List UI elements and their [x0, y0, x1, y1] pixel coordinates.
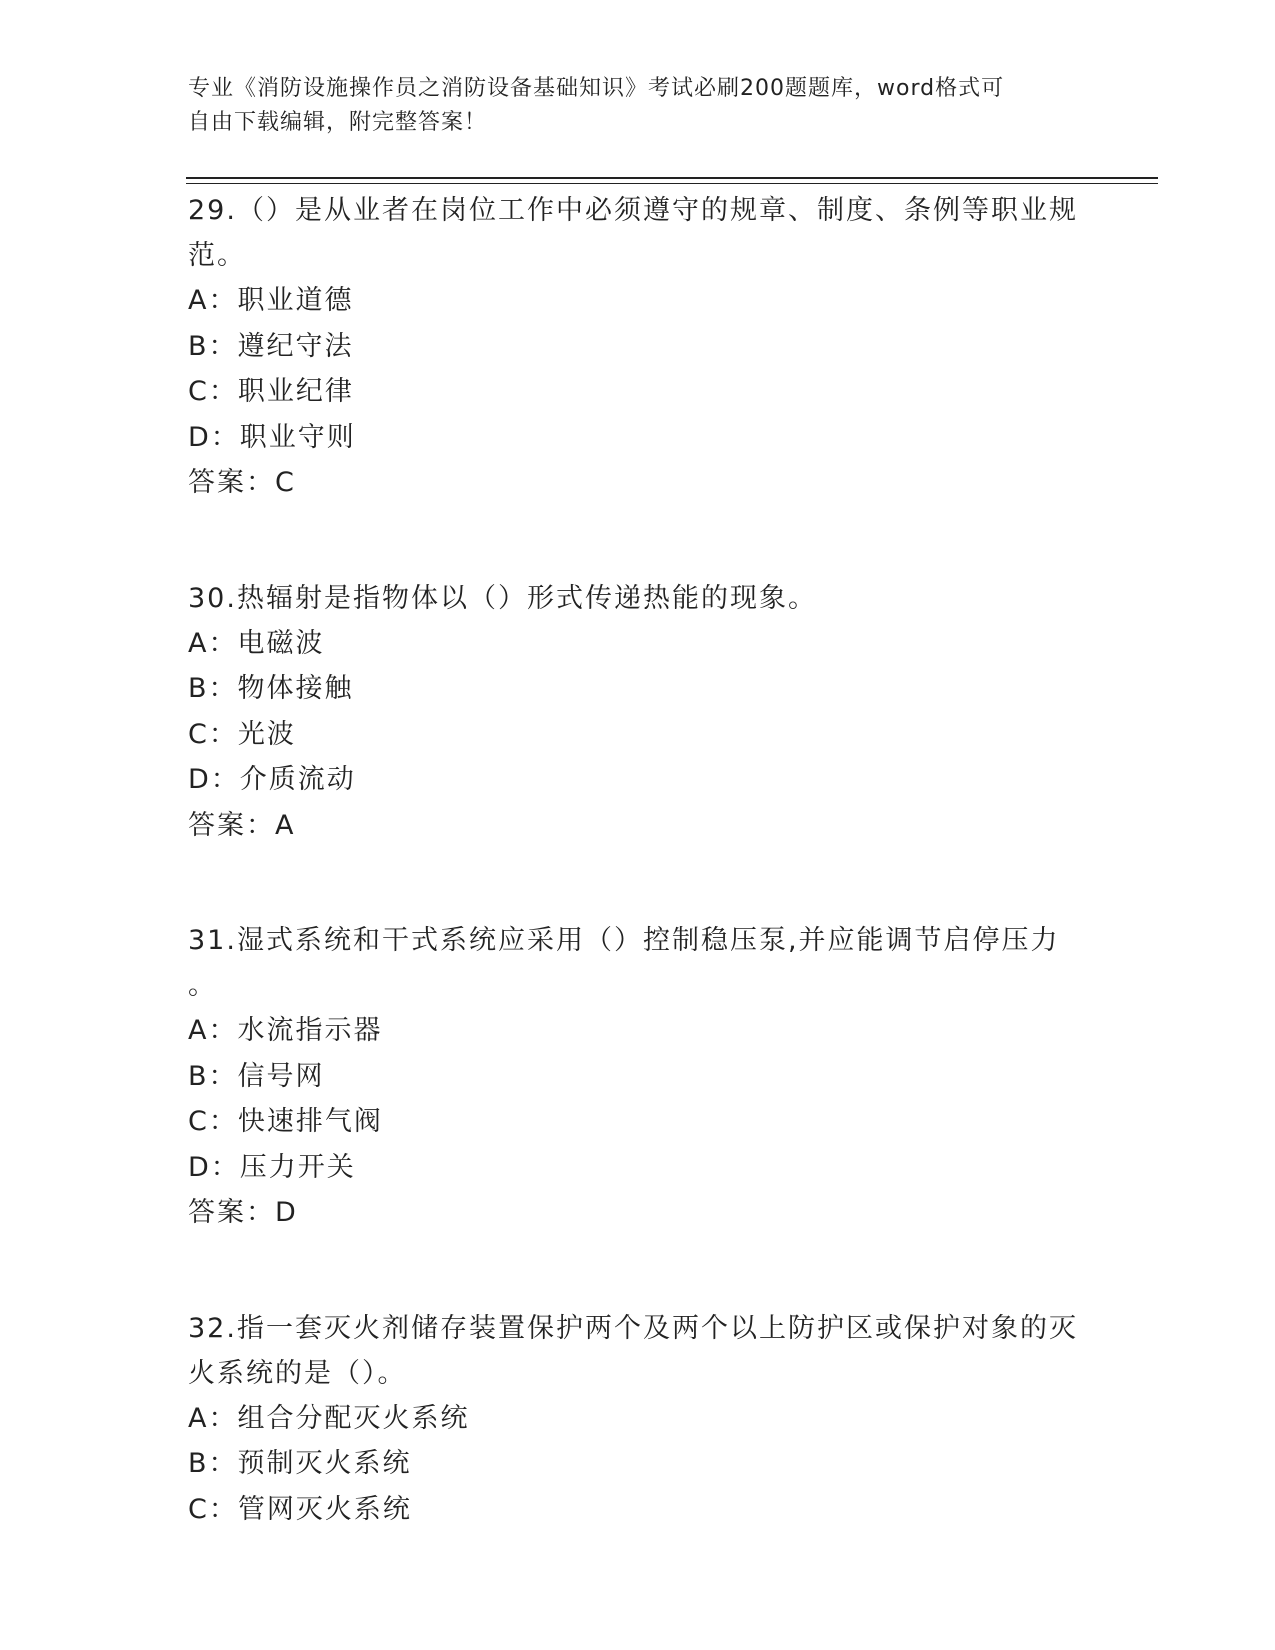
option-c: C：光波 [188, 718, 296, 750]
option-b: B：遵纪守法 [188, 330, 354, 362]
option-b: B：预制灭火系统 [188, 1448, 412, 1479]
option-b: B：物体接触 [188, 673, 354, 704]
question-text: 30.热辐射是指物体以（）形式传递热能的现象。 [188, 582, 817, 614]
option-c: C：管网灭火系统 [188, 1493, 412, 1525]
option-c: C：快速排气阀 [188, 1106, 383, 1137]
question-text-cont: 范。 [188, 240, 246, 271]
question-32 [188, 1306, 1088, 1533]
header-divider-thin [186, 183, 1158, 184]
question-29 [188, 188, 1088, 506]
question-list [188, 188, 1088, 1556]
option-c: C：职业纪律 [188, 376, 354, 407]
answer: 答案：C [188, 467, 296, 498]
document-header [188, 72, 1068, 140]
option-d: D：介质流动 [188, 764, 356, 795]
option-a: A：职业道德 [188, 285, 354, 316]
question-30 [188, 576, 1088, 849]
question-text: 29.（）是从业者在岗位工作中必须遵守的规章、制度、条例等职业规 [188, 195, 1078, 226]
answer: 答案：D [188, 1197, 298, 1228]
question-text: 31.湿式系统和干式系统应采用（）控制稳压泵,并应能调节启停压力 [188, 925, 1060, 956]
header-divider [186, 177, 1158, 179]
option-a: A：组合分配灭火系统 [188, 1402, 470, 1434]
option-a: A：水流指示器 [188, 1015, 383, 1046]
question-text-cont: 火系统的是（）。 [188, 1357, 407, 1389]
question-text: 32.指一套灭火剂储存装置保护两个及两个以上防护区或保护对象的灭 [188, 1312, 1078, 1344]
option-b: B：信号网 [188, 1060, 325, 1092]
header-line-2: 自由下载编辑，附完整答案！ [188, 110, 488, 135]
question-31 [188, 918, 1088, 1236]
header-line-1: 专业《消防设施操作员之消防设备基础知识》考试必刷200题题库，word格式可 [188, 76, 1005, 101]
question-text-cont: 。 [188, 970, 217, 1001]
option-a: A：电磁波 [188, 627, 325, 659]
option-d: D：职业守则 [188, 421, 356, 453]
answer: 答案：A [188, 809, 296, 841]
option-d: D：压力开关 [188, 1151, 356, 1183]
